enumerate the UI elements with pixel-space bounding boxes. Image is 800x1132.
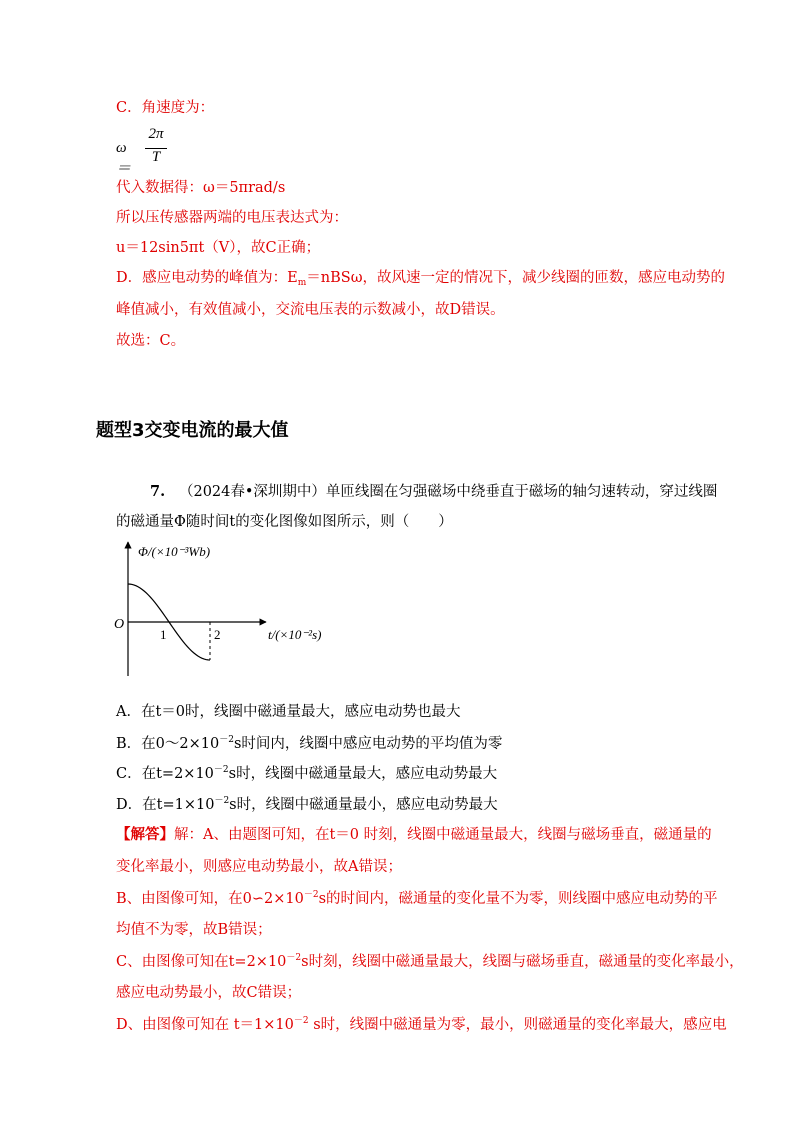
origin-label: O — [114, 617, 125, 632]
text: D．感应电动势的峰值为：E — [116, 270, 298, 286]
text: C．在t=2×10 — [116, 766, 214, 782]
subscript: m — [297, 278, 307, 288]
omega-lhs: ω＝ — [116, 140, 132, 177]
option-c — [116, 764, 497, 784]
text: s的时间内，磁通量的变化量不为零，则线圈中感应电动势的平 — [318, 891, 718, 907]
option-b — [116, 734, 502, 754]
text: ＝nBSω，故风速一定的情况下，减少线圈的匝数，感应电动势的 — [306, 270, 726, 286]
solution-line-7 — [116, 1015, 727, 1035]
voltage-expression: u＝12sin5πt（V），故C正确； — [116, 240, 321, 256]
solution-line-1 — [116, 825, 712, 845]
question-line-1 — [150, 482, 717, 502]
tick-label-2: 2 — [214, 627, 221, 642]
text: C、由图像可知在t=2×10 — [116, 954, 287, 970]
y-axis-label: Φ/(×10⁻³Wb) — [138, 544, 211, 559]
answer-line: 故选：C。 — [116, 333, 186, 349]
solution-line-2: 变化率最小，则感应电动势最小，故A错误； — [116, 859, 402, 875]
x-axis-label: t/(×10⁻²s) — [268, 627, 322, 642]
solution-line-3 — [116, 889, 718, 909]
question-text: （2024春•深圳期中）单匝线圈在匀强磁场中绕垂直于磁场的轴匀速转动，穿过线圈 — [178, 484, 718, 500]
voltage-expression-intro: 所以压传感器两端的电压表达式为： — [116, 210, 348, 226]
question-number: 7. — [150, 483, 166, 500]
superscript: －2 — [214, 796, 230, 806]
flux-graph — [108, 536, 368, 686]
superscript: －2 — [286, 953, 302, 963]
text: B．在0～2×10 — [116, 736, 220, 752]
superscript: －2 — [219, 735, 234, 745]
text: s时，线圈中磁通量为零，最小，则磁通量的变化率最大，感应电 — [308, 1017, 727, 1033]
option-a: A．在t＝0时，线圈中磁通量最大，感应电动势也最大 — [116, 704, 461, 720]
text: s时刻，线圈中磁通量最大，线圈与磁场垂直，磁通量的变化率最小， — [301, 954, 744, 970]
text: s时，线圈中磁通量最小，感应电动势最大 — [229, 797, 498, 813]
option-d — [116, 795, 498, 815]
option-c-angular-velocity: C．角速度为： — [116, 100, 215, 116]
superscript: －2 — [213, 765, 229, 775]
question-line-2: 的磁通量Φ随时间t的变化图像如图所示，则（ ） — [116, 514, 453, 530]
solution-line-6: 感应电动势最小，故C错误； — [116, 985, 302, 1001]
text: 解：A、由题图可知，在t＝0 时刻，线圈中磁通量最大，线圈与磁场垂直，磁通量的 — [174, 827, 712, 843]
text: D、由图像可知在 t＝1×10 — [116, 1017, 294, 1033]
superscript: －2 — [293, 1016, 309, 1026]
option-d-peak-line-2: 峰值减小，有效值减小，交流电压表的示数减小，故D错误。 — [116, 302, 505, 318]
omega-numerator: 2π — [148, 126, 164, 142]
solution-tag: 【解答】 — [116, 826, 174, 843]
solution-line-5 — [116, 952, 744, 972]
omega-denominator: T — [151, 149, 161, 165]
substitute-line: 代入数据得：ω＝5πrad/s — [116, 180, 286, 196]
tick-label-1: 1 — [160, 627, 167, 642]
text: s时，线圈中磁通量最大，感应电动势最大 — [228, 766, 498, 782]
superscript: －2 — [303, 890, 319, 900]
option-d-peak-line — [116, 268, 725, 288]
text: B、由图像可知，在0∽2×10 — [116, 891, 304, 907]
text: D．在t=1×10 — [116, 797, 215, 813]
text: s时间内，线圈中感应电动势的平均值为零 — [233, 736, 503, 752]
section-heading: 题型3交变电流的最大值 — [96, 420, 289, 441]
solution-line-4: 均值不为零，故B错误； — [116, 922, 272, 938]
